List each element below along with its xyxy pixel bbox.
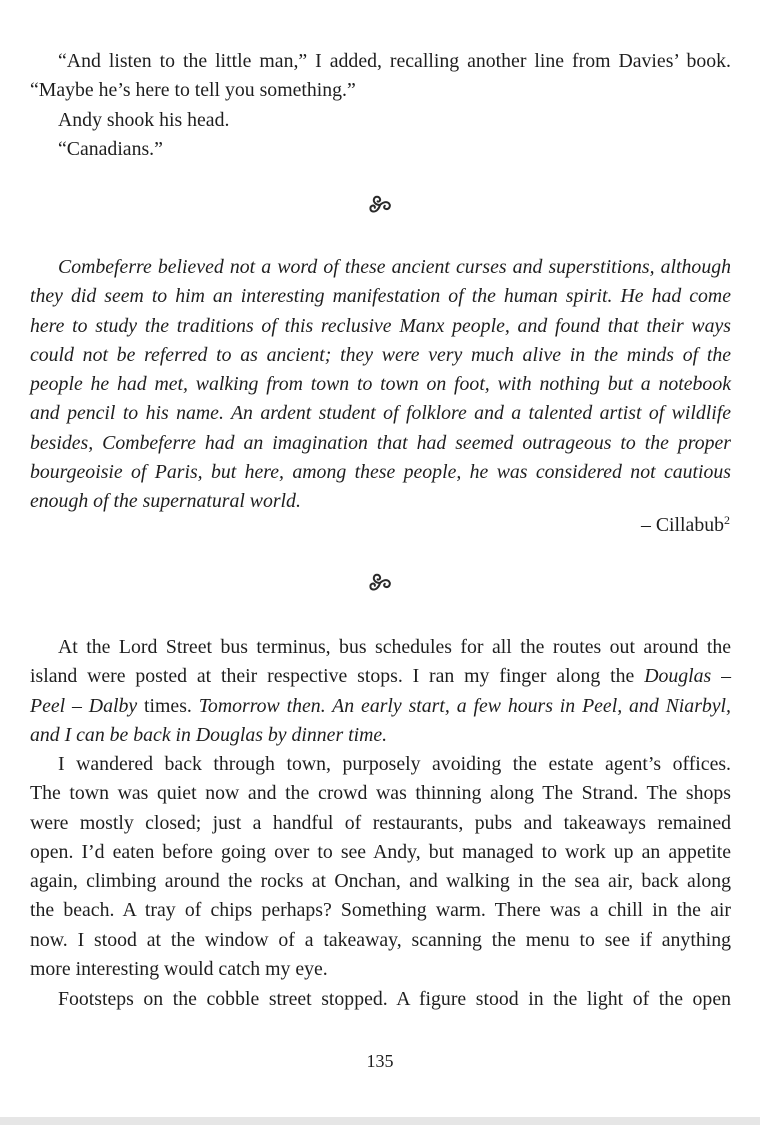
dialogue-line: “Maybe he’s here to tell you something.” <box>30 79 356 102</box>
body-text: times. <box>137 694 199 717</box>
epigraph-line: people he had met, walking from town to town on foot, with nothing but a notebook <box>30 373 731 396</box>
body-text: island were posted at their respective stops. I ran my finger along the <box>30 665 645 688</box>
page-number: 135 <box>366 1051 394 1071</box>
body-line: The town was quiet now and the crowd was thinning along The Strand. The shops <box>30 782 731 805</box>
body-line: I wandered back through town, purposely avoiding the estate agent’s offices. <box>58 753 731 775</box>
dialogue-line: “Canadians.” <box>58 137 163 160</box>
body-line: more interesting would catch my eye. <box>30 958 328 981</box>
footsteps-paragraph <box>30 985 731 1014</box>
body-line: Footsteps on the cobble street stopped. A figure stood in the light of the open <box>58 988 731 1010</box>
page-bottom-edge <box>0 1117 760 1125</box>
inner-thought: Tomorrow then. An early start, a few hours in Peel, and Niarbyl, <box>198 694 731 717</box>
dialogue-line: “And listen to the little man,” I added, recalling another line from Davies’ book. <box>58 50 731 72</box>
triskele-ornament <box>0 571 760 601</box>
attribution-text: – Cillabub <box>641 514 724 536</box>
epigraph-line: Combeferre believed not a word of these ancient curses and superstitions, although <box>58 256 731 278</box>
body-line <box>30 662 731 691</box>
triskele-icon <box>367 571 393 595</box>
place-names: Peel – Dalby <box>30 694 138 717</box>
epigraph-line: bourgeoisie of Paris, but here, among these people, he was considered not cautious <box>30 461 731 484</box>
epigraph-line: and pencil to his name. An ardent student of folklore and a talented artist of wildlife <box>30 402 731 425</box>
triskele-icon <box>367 193 393 217</box>
body-line: were mostly closed; just a handful of restaurants, pubs and takeaways remained <box>30 811 731 834</box>
body-line <box>30 692 731 721</box>
epigraph-line: besides, Combeferre had an imagination that had seemed outrageous to the proper <box>30 431 731 454</box>
epigraph-paragraph <box>30 253 731 517</box>
place-names: Douglas – <box>644 665 731 688</box>
inner-thought: and I can be back in Douglas by dinner time. <box>30 723 388 746</box>
body-line: At the Lord Street bus terminus, bus schedules for all the routes out around the <box>58 636 731 658</box>
body-line: open. I’d eaten before going over to see Andy, but managed to work up an appetite <box>30 840 731 863</box>
epigraph-line: enough of the supernatural world. <box>30 490 301 513</box>
epigraph-line: they did seem to him an interesting manifestation of the human spirit. He had come <box>30 285 731 308</box>
epigraph-attribution <box>641 511 730 540</box>
body-line: the beach. A tray of chips perhaps? Something warm. There was a chill in the air <box>30 899 731 922</box>
dialogue-line: Andy shook his head. <box>58 108 230 131</box>
dialogue-paragraph <box>30 47 731 164</box>
bus-terminus-paragraph <box>30 633 731 750</box>
footnote-reference[interactable]: 2 <box>724 513 730 527</box>
body-line: now. I stood at the window of a takeaway, scanning the menu to see if anything <box>30 928 731 951</box>
triskele-ornament <box>0 193 760 223</box>
body-line: again, climbing around the rocks at Onchan, and walking in the sea air, back along <box>30 870 731 893</box>
town-paragraph <box>30 750 731 984</box>
epigraph-line: could not be referred to as ancient; they were very much alive in the minds of the <box>30 343 731 366</box>
epigraph-line: here to study the traditions of this reclusive Manx people, and found that their ways <box>30 314 731 337</box>
